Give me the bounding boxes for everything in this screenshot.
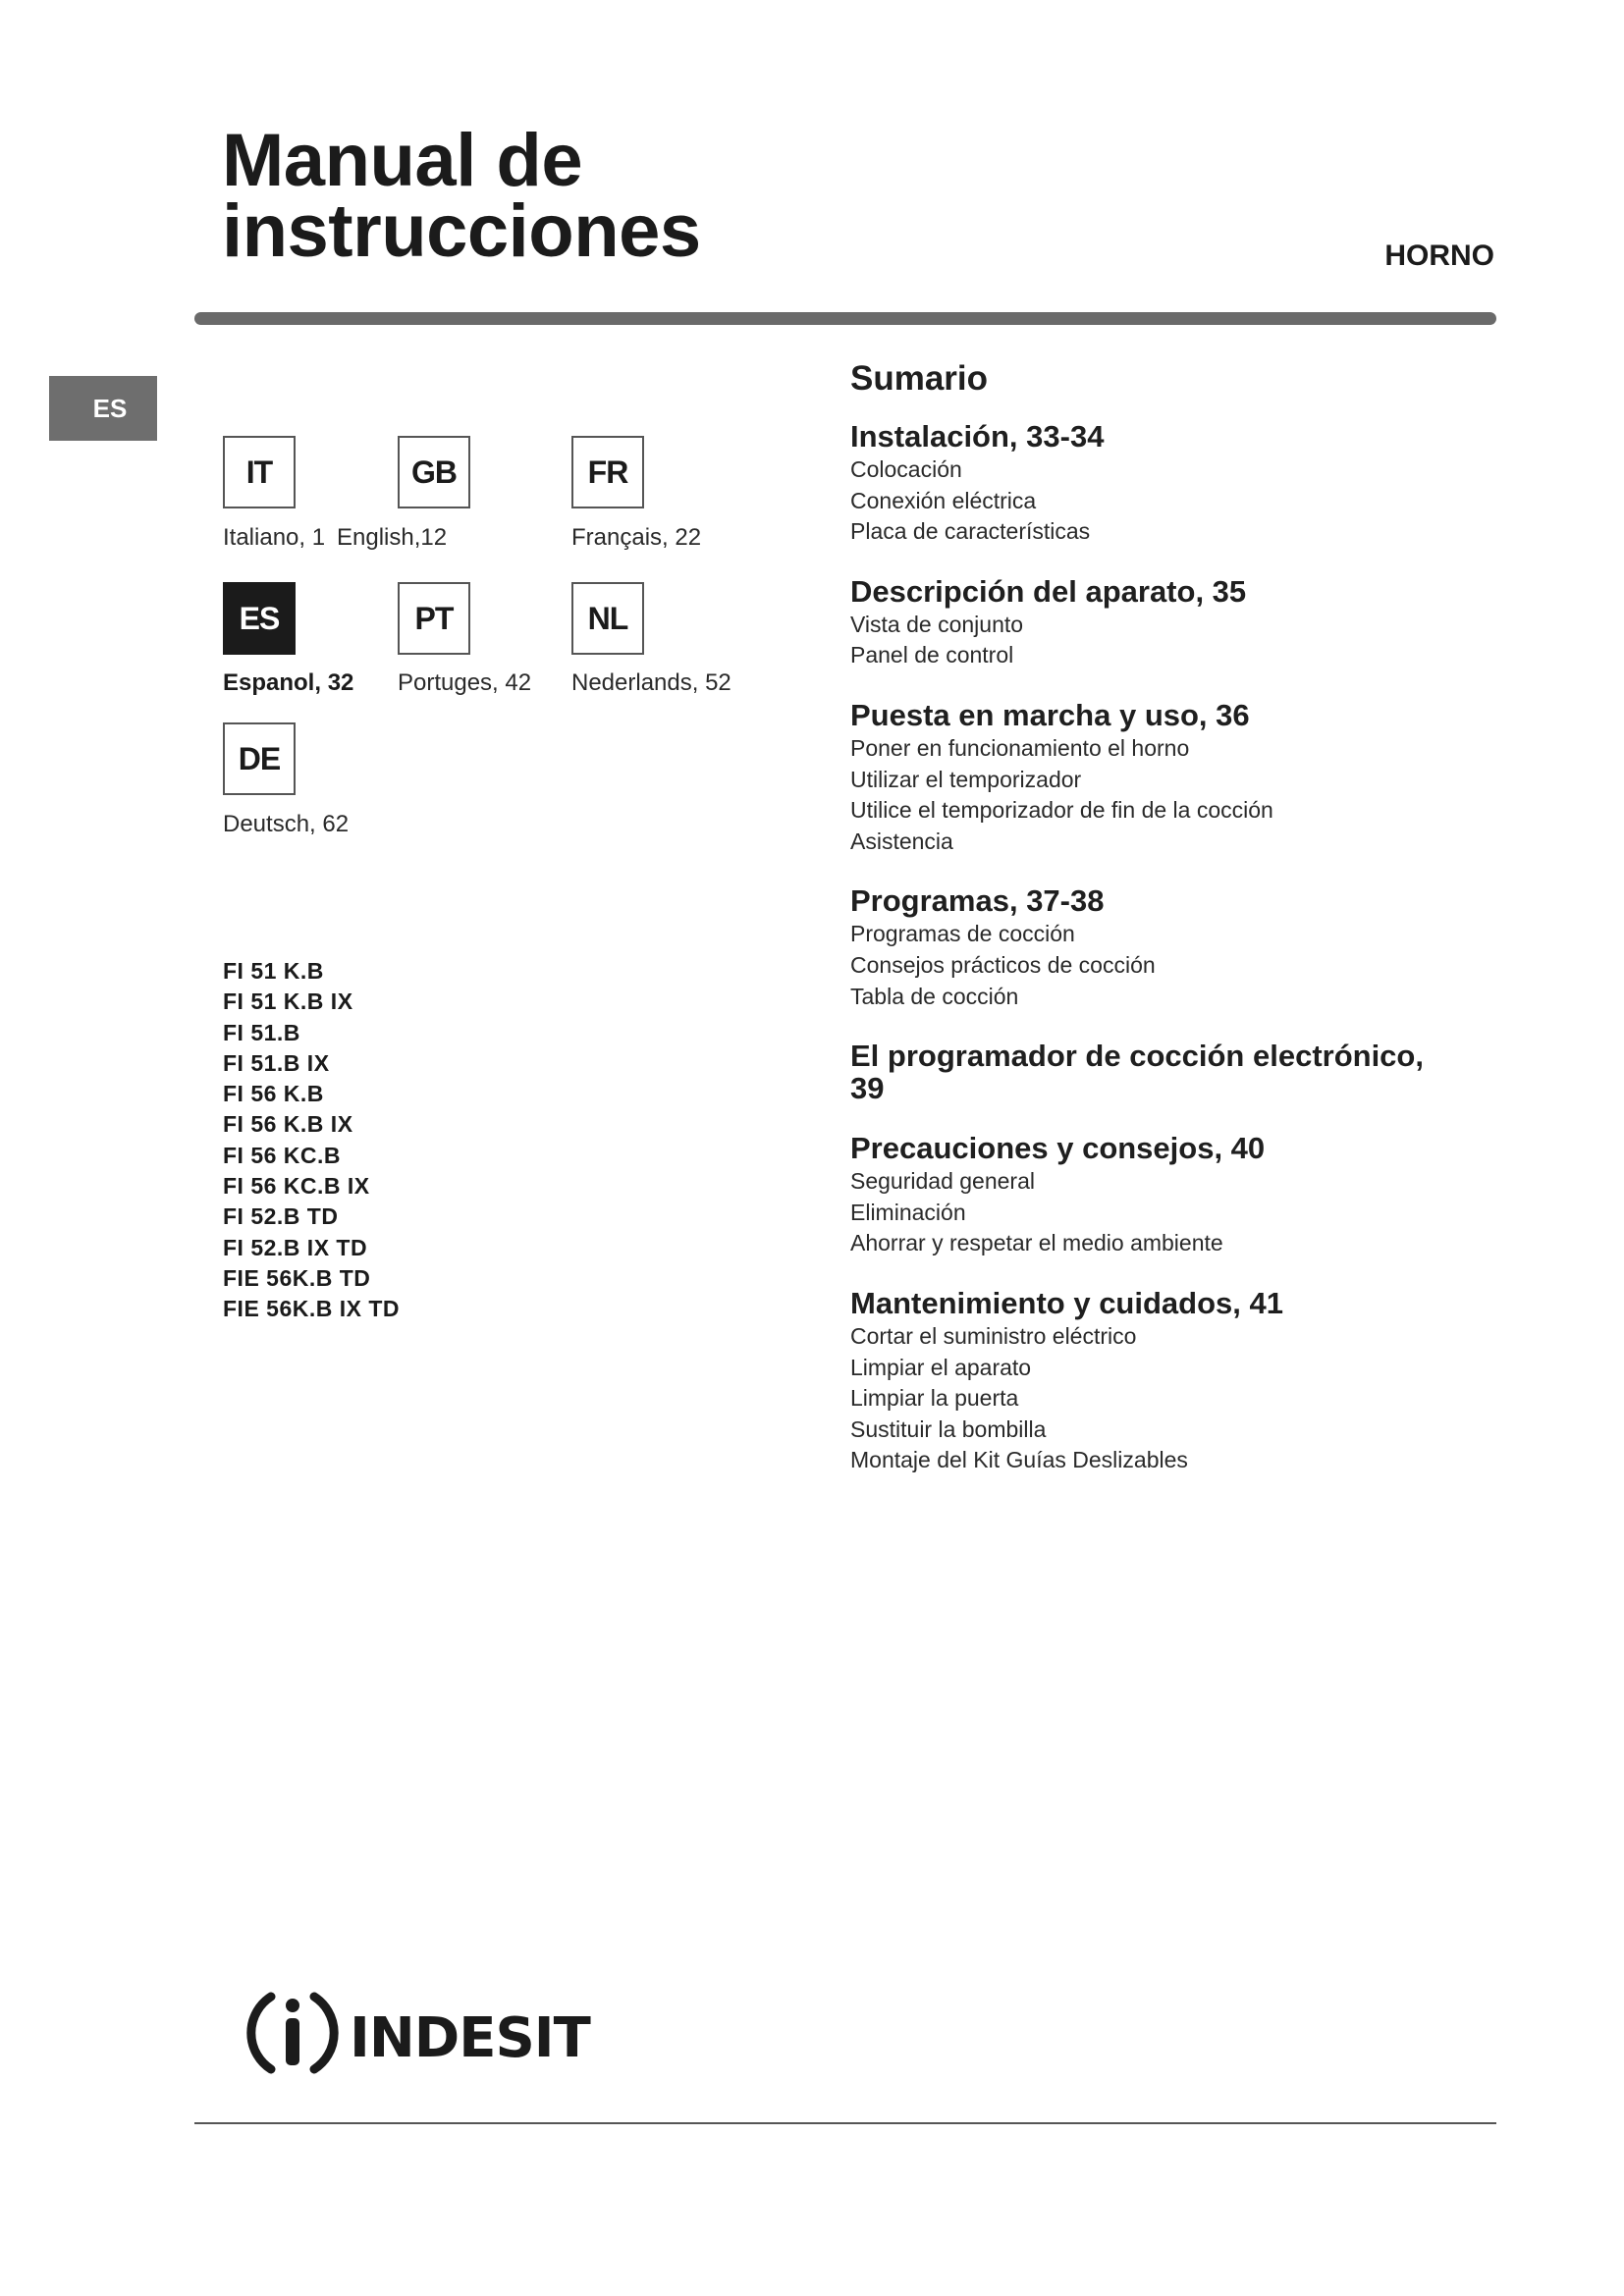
toc-section — [850, 1287, 1538, 1476]
language-box-gb[interactable]: GB — [398, 436, 470, 508]
toc-item[interactable]: Conexión eléctrica — [850, 487, 1037, 513]
language-box-es[interactable]: ES — [223, 582, 296, 655]
header-divider — [194, 312, 1496, 325]
toc-title: Sumario — [850, 359, 989, 398]
language-box-nl[interactable]: NL — [571, 582, 644, 655]
toc-item[interactable]: Limpiar el aparato — [850, 1354, 1032, 1380]
title-line-1: Manual de — [222, 119, 583, 202]
toc-item[interactable]: Sustituir la bombilla — [850, 1415, 1047, 1442]
toc-item[interactable]: Placa de características — [850, 518, 1091, 545]
toc-section — [850, 420, 1538, 548]
language-label-de[interactable]: Deutsch, 62 — [223, 811, 350, 837]
model-item: FIE 56K.B IX TD — [223, 1296, 401, 1322]
language-tab: ES — [49, 376, 157, 441]
model-item: FI 51.B IX — [223, 1049, 330, 1076]
language-box-it[interactable]: IT — [223, 436, 296, 508]
model-item: FI 51 K.B IX — [223, 988, 353, 1015]
indesit-logo — [242, 1979, 615, 2087]
toc-item[interactable]: Colocación — [850, 456, 962, 482]
logo-dot — [286, 1999, 299, 2012]
model-item: FI 52.B TD — [223, 1203, 339, 1230]
toc-heading[interactable]: El programador de cocción electrónico, 39 — [850, 1039, 1424, 1106]
toc-heading[interactable]: Mantenimiento y cuidados, 41 — [850, 1285, 1283, 1320]
toc-item[interactable]: Montaje del Kit Guías Deslizables — [850, 1447, 1188, 1473]
toc-item[interactable]: Utilice el temporizador de fin de la cocción — [850, 797, 1273, 824]
toc-item[interactable]: Programas de cocción — [850, 921, 1075, 947]
toc-item[interactable]: Asistencia — [850, 828, 953, 854]
language-label-it[interactable]: Italiano, 1 — [223, 524, 326, 551]
toc-section — [850, 1132, 1538, 1259]
toc-heading[interactable]: Precauciones y consejos, 40 — [850, 1131, 1266, 1166]
language-box-de[interactable]: DE — [223, 722, 296, 795]
model-item: FI 56 KC.B IX — [223, 1173, 370, 1200]
toc-item[interactable]: Ahorrar y respetar el medio ambiente — [850, 1230, 1223, 1256]
language-label-fr[interactable]: Français, 22 — [571, 524, 702, 551]
title-line-2: instrucciones — [222, 189, 701, 273]
language-label-es[interactable]: Espanol, 32 — [223, 669, 354, 696]
toc-item[interactable]: Tabla de cocción — [850, 983, 1019, 1009]
toc-section — [850, 699, 1538, 857]
toc-item[interactable]: Eliminación — [850, 1199, 966, 1225]
language-label-pt[interactable]: Portuges, 42 — [398, 669, 532, 696]
toc-item[interactable]: Utilizar el temporizador — [850, 766, 1082, 792]
model-item: FI 56 KC.B — [223, 1142, 342, 1168]
table-of-contents — [850, 359, 1538, 1504]
toc-item[interactable]: Vista de conjunto — [850, 611, 1024, 637]
toc-item[interactable]: Limpiar la puerta — [850, 1385, 1019, 1412]
language-box-pt[interactable]: PT — [398, 582, 470, 655]
document-title — [222, 119, 701, 273]
footer-divider — [194, 2122, 1496, 2124]
toc-heading[interactable]: Instalación, 33-34 — [850, 419, 1105, 454]
toc-heading[interactable]: Programas, 37-38 — [850, 883, 1105, 919]
logo-stem — [286, 2018, 299, 2065]
logo-wordmark: INDESIT — [350, 2006, 590, 2070]
model-item: FI 56 K.B IX — [223, 1111, 353, 1138]
toc-item[interactable]: Poner en funcionamiento el horno — [850, 734, 1190, 761]
toc-section — [850, 575, 1538, 671]
toc-item[interactable]: Cortar el suministro eléctrico — [850, 1322, 1137, 1349]
product-label: HORNO — [1384, 240, 1494, 272]
toc-section — [850, 1040, 1538, 1104]
language-label-gb[interactable]: English,12 — [337, 524, 448, 551]
toc-item[interactable]: Seguridad general — [850, 1168, 1035, 1195]
model-item: FI 52.B IX TD — [223, 1234, 368, 1260]
toc-heading[interactable]: Descripción del aparato, 35 — [850, 573, 1247, 609]
model-item: FIE 56K.B TD — [223, 1264, 371, 1291]
model-item: FI 51.B — [223, 1019, 300, 1045]
language-box-fr[interactable]: FR — [571, 436, 644, 508]
toc-heading[interactable]: Puesta en marcha y uso, 36 — [850, 697, 1250, 732]
model-item: FI 56 K.B — [223, 1081, 324, 1107]
toc-item[interactable]: Panel de control — [850, 642, 1014, 668]
toc-section — [850, 884, 1538, 1012]
model-list — [223, 956, 400, 1325]
model-item: FI 51 K.B — [223, 958, 324, 984]
toc-item[interactable]: Consejos prácticos de cocción — [850, 951, 1156, 978]
language-label-nl[interactable]: Nederlands, 52 — [571, 669, 731, 696]
